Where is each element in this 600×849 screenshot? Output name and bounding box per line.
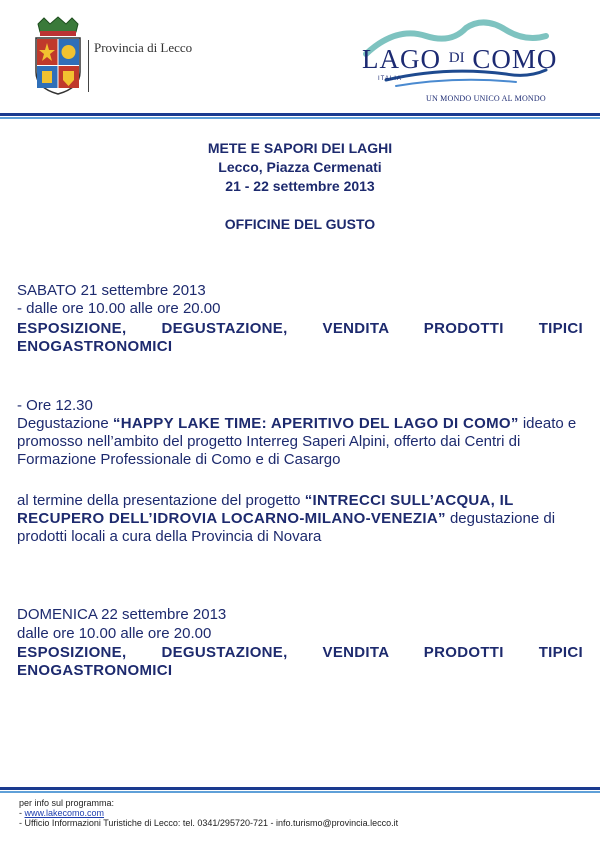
footer-website-link[interactable]: www.lakecomo.com — [24, 808, 105, 818]
sunday-activity-title: ESPOSIZIONE, DEGUSTAZIONE, VENDITA PRODOTTI TIPICI ENOGASTRONOMICI — [17, 644, 583, 679]
presentation-prefix: al termine della presentazione del progetto — [17, 492, 305, 509]
top-rule-dark — [0, 113, 600, 116]
saturday-presentation — [17, 492, 583, 546]
sunday-hours: dalle ore 10.00 alle ore 20.00 — [17, 625, 212, 642]
lake-logo-title-di: DI — [448, 50, 465, 66]
footer-intro: per info sul programma: — [19, 798, 115, 808]
header — [0, 0, 600, 118]
bottom-rule-dark — [0, 787, 600, 790]
lake-logo-title-right: COMO — [472, 44, 558, 74]
saturday-aperitivo-time: - Ore 12.30 — [17, 397, 93, 414]
sunday-date: DOMENICA 22 settembre 2013 — [17, 606, 227, 623]
top-rule-light — [0, 117, 600, 119]
event-dates: 21 - 22 settembre 2013 — [225, 178, 375, 194]
footer-link-line — [19, 808, 104, 818]
saturday-activity-title: ESPOSIZIONE, DEGUSTAZIONE, VENDITA PRODOTTI TIPICI ENOGASTRONOMICI — [17, 320, 583, 355]
event-location: Lecco, Piazza Cermenati — [218, 159, 382, 175]
footer-link-prefix: - — [19, 808, 25, 818]
saturday-date: SABATO 21 settembre 2013 — [17, 282, 206, 299]
presentation-name: “INTRECCI SULL’ACQUA, IL RECUPERO DELL’IDROVIA LOCARNO-MILANO-VENEZIA” — [17, 492, 514, 527]
lake-logo-title — [362, 44, 557, 75]
lake-logo-italia: ITALIA — [378, 76, 402, 82]
event-section-title: OFFICINE DEL GUSTO — [224, 216, 376, 232]
saturday-hours: - dalle ore 10.00 alle ore 20.00 — [17, 300, 221, 317]
lake-logo-tagline: UN MONDO UNICO AL MONDO — [426, 94, 546, 103]
province-name: Provincia di Lecco — [94, 40, 193, 55]
aperitivo-name: “HAPPY LAKE TIME: APERITIVO DEL LAGO DI COMO” — [112, 415, 519, 432]
footer-office-info: - Ufficio Informazioni Turistiche di Lecco: tel. 0341/295720-721 - info.turismo@provincia.lecco.it — [19, 818, 399, 828]
presentation-description: degustazione di prodotti locali a cura della Provincia di Novara — [17, 510, 556, 545]
aperitivo-prefix: Degustazione — [17, 415, 113, 432]
bottom-rule-light — [0, 791, 600, 793]
province-coat-of-arms-icon — [30, 16, 86, 96]
header-divider — [88, 40, 89, 92]
event-title: METE E SAPORI DEI LAGHI — [207, 140, 393, 156]
lake-logo-title-left: LAGO — [362, 44, 441, 74]
aperitivo-description: ideato e promosso nell’ambito del progetto Interreg Saperi Alpini, offerto dai Centri di Formazione Professionale di Como e di Casargo — [17, 415, 577, 468]
saturday-aperitivo — [17, 415, 583, 469]
